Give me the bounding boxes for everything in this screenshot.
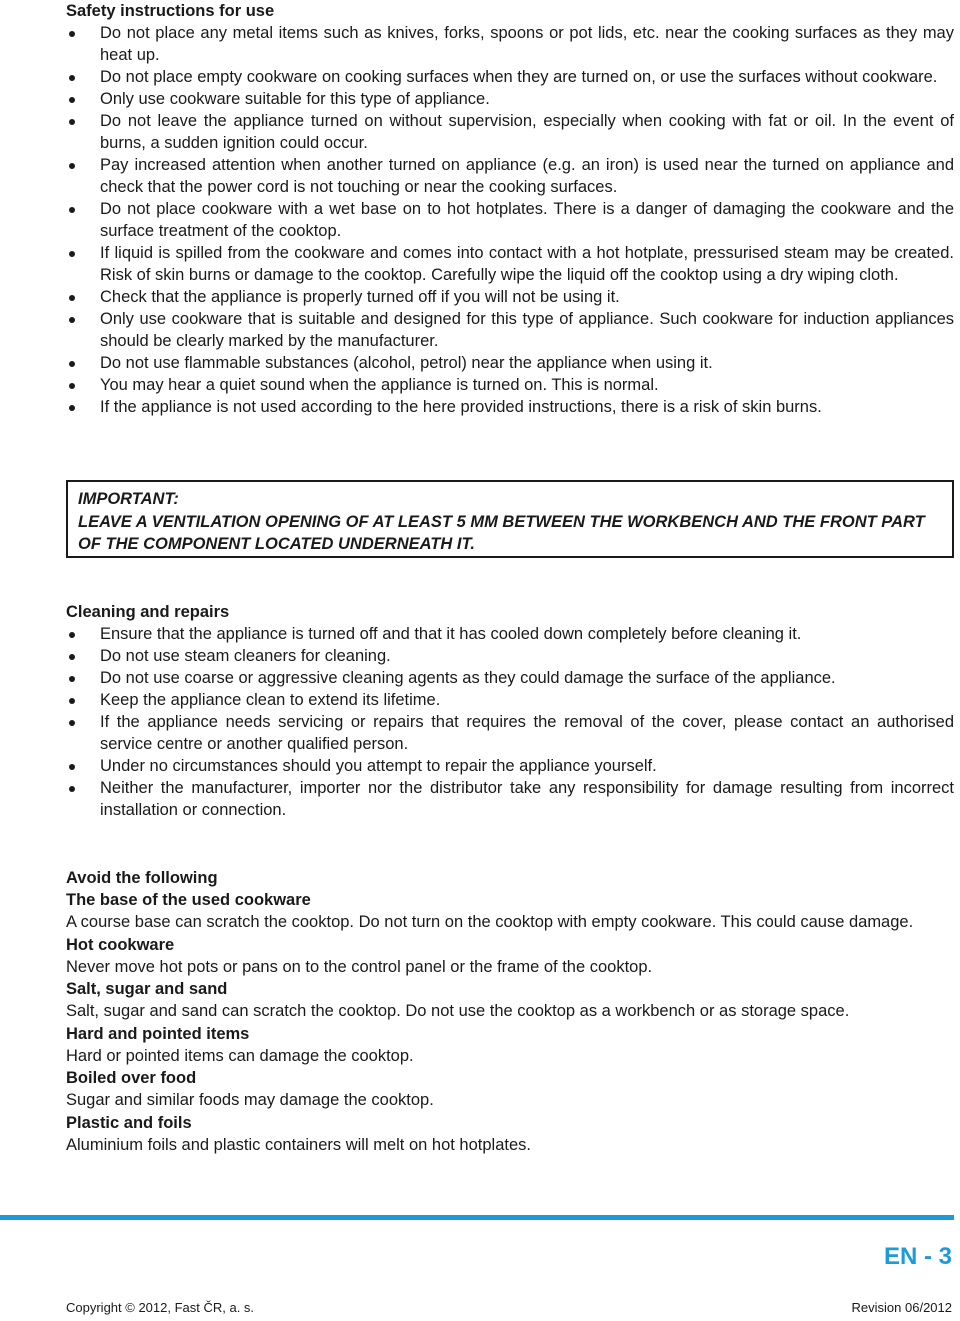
bullet-icon xyxy=(69,676,75,682)
avoid-section xyxy=(66,867,954,1156)
list-item: If the appliance needs servicing or repairs that requires the removal of the cover, please contact an authorised service centre or another qualified person. xyxy=(66,711,954,755)
subsection-title: Boiled over food xyxy=(66,1069,197,1087)
bullet-icon xyxy=(69,295,75,301)
subsection-text: Aluminium foils and plastic containers will melt on hot hotplates. xyxy=(66,1135,531,1154)
list-item: Do not place empty cookware on cooking surfaces when they are turned on, or use the surfaces without cookware. xyxy=(66,66,954,88)
bullet-icon xyxy=(69,361,75,367)
subsection-text: Never move hot pots or pans on to the control panel or the frame of the cooktop. xyxy=(66,957,653,976)
bullet-icon xyxy=(69,317,75,323)
page-number: EN - 3 xyxy=(883,1243,952,1270)
subsection-title: Salt, sugar and sand xyxy=(66,980,228,998)
list-item: Do not use steam cleaners for cleaning. xyxy=(66,645,954,667)
important-notice-box xyxy=(66,480,954,558)
bullet-icon xyxy=(69,632,75,638)
avoid-heading: Avoid the following xyxy=(66,869,218,887)
bullet-icon xyxy=(69,786,75,792)
subsection-text: Salt, sugar and sand can scratch the cooktop. Do not use the cooktop as a workbench or as storage space. xyxy=(66,1002,850,1020)
footer-divider xyxy=(0,1215,954,1220)
list-item: Ensure that the appliance is turned off and that it has cooled down completely before cleaning it. xyxy=(66,623,954,645)
cleaning-section xyxy=(66,601,954,821)
bullet-icon xyxy=(69,654,75,660)
revision-value: 06/2012 xyxy=(905,1300,952,1315)
subsection-text: Hard or pointed items can damage the cooktop. xyxy=(66,1046,414,1065)
list-item: Keep the appliance clean to extend its lifetime. xyxy=(66,689,954,711)
list-item: Do not leave the appliance turned on without supervision, especially when cooking with fat or oil. In the event of burns, a sudden ignition could occur. xyxy=(66,110,954,154)
list-item: Check that the appliance is properly turned off if you will not be using it. xyxy=(66,286,954,308)
list-item: Do not use coarse or aggressive cleaning agents as they could damage the surface of the appliance. xyxy=(66,667,954,689)
bullet-icon xyxy=(69,163,75,169)
safety-section xyxy=(66,0,954,418)
bullet-icon xyxy=(69,97,75,103)
list-item: Do not place cookware with a wet base on to hot hotplates. There is a danger of damaging the cookware and the surface treatment of the cooktop. xyxy=(66,198,954,242)
subsection-title: Plastic and foils xyxy=(66,1113,192,1132)
subsection-text: A course base can scratch the cooktop. Do not turn on the cooktop with empty cookware. This could cause damage. xyxy=(66,913,914,931)
bullet-icon xyxy=(69,698,75,704)
bullet-icon xyxy=(69,119,75,125)
important-text: LEAVE A VENTILATION OPENING OF AT LEAST 5 MM BETWEEN THE WORKBENCH AND THE FRONT PART OF THE COMPONENT LOCATED UNDERNEATH IT. xyxy=(78,512,925,553)
revision-label: Revision xyxy=(851,1300,902,1315)
subsection-text: Sugar and similar foods may damage the cooktop. xyxy=(66,1091,434,1109)
safety-heading: Safety instructions for use xyxy=(66,2,275,20)
list-item: If liquid is spilled from the cookware and comes into contact with a hot hotplate, pressurised steam may be created. Risk of skin burns or damage to the cooktop. Carefully wipe the liquid off the cooktop using a dry wiping cloth. xyxy=(66,242,954,286)
list-item: If the appliance is not used according to the here provided instructions, there is a risk of skin burns. xyxy=(66,396,954,418)
subsection-title: The base of the used cookware xyxy=(66,891,311,909)
bullet-icon xyxy=(69,405,75,411)
list-item: Do not use flammable substances (alcohol, petrol) near the appliance when using it. xyxy=(66,352,954,374)
revision-info xyxy=(852,1300,952,1315)
cleaning-heading: Cleaning and repairs xyxy=(66,603,230,621)
subsection-title: Hard and pointed items xyxy=(66,1024,250,1043)
bullet-icon xyxy=(69,720,75,726)
bullet-icon xyxy=(69,764,75,770)
list-item: Only use cookware that is suitable and designed for this type of appliance. Such cookware for induction appliances should be clearly marked by the manufacturer. xyxy=(66,308,954,352)
list-item: Pay increased attention when another turned on appliance (e.g. an iron) is used near the turned on appliance and check that the power cord is not touching or near the cooking surfaces. xyxy=(66,154,954,198)
list-item: Do not place any metal items such as knives, forks, spoons or pot lids, etc. near the cooking surfaces as they may heat up. xyxy=(66,22,954,66)
copyright-text: Copyright © 2012, Fast ČR, a. s. xyxy=(66,1300,255,1315)
bullet-icon xyxy=(69,383,75,389)
bullet-icon xyxy=(69,75,75,81)
list-item: You may hear a quiet sound when the appliance is turned on. This is normal. xyxy=(66,374,954,396)
subsection-title: Hot cookware xyxy=(66,935,175,954)
cleaning-list xyxy=(66,623,954,821)
bullet-icon xyxy=(69,31,75,37)
bullet-icon xyxy=(69,251,75,257)
safety-list xyxy=(66,22,954,418)
list-item: Neither the manufacturer, importer nor the distributor take any responsibility for damage resulting from incorrect installation or connection. xyxy=(66,777,954,821)
bullet-icon xyxy=(69,207,75,213)
important-label: IMPORTANT: xyxy=(78,490,179,508)
list-item: Only use cookware suitable for this type of appliance. xyxy=(66,88,954,110)
list-item: Under no circumstances should you attempt to repair the appliance yourself. xyxy=(66,755,954,777)
